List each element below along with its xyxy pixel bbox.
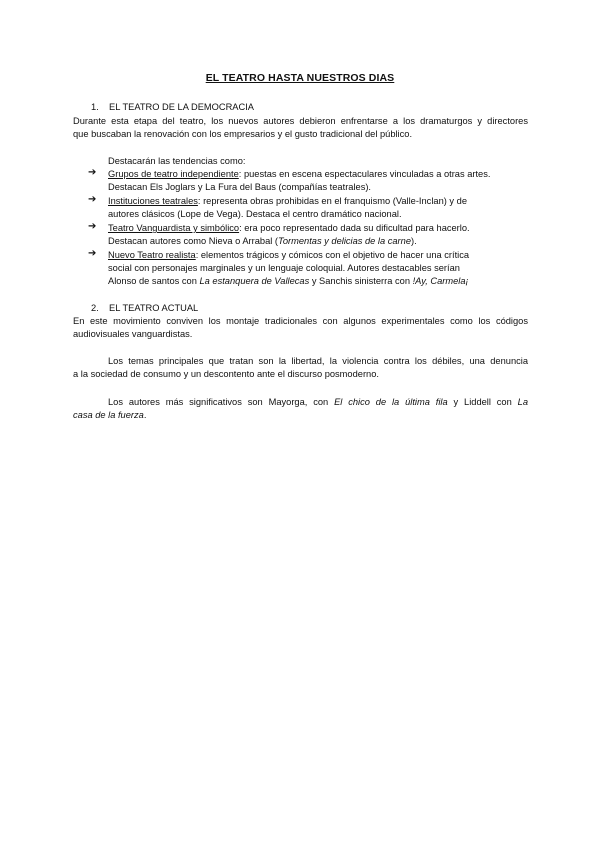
arrow-bullet-icon: ➔: [88, 248, 97, 259]
section-2-heading: [91, 302, 198, 314]
list-item-label: Instituciones teatrales: [108, 196, 198, 206]
section-2-title: EL TEATRO ACTUAL: [109, 303, 199, 313]
list-item-label: Grupos de teatro independiente: [108, 169, 239, 179]
section-2-p3-line-2: [73, 409, 146, 421]
work-title: Tormentas y delicias de la carne: [278, 236, 411, 246]
list-item-text: Destacan autores como Nieva o Arrabal (: [108, 236, 279, 246]
list-item-text: ).: [411, 236, 417, 246]
work-title: casa de la fuerza: [73, 410, 144, 420]
list-item-text: : elementos trágicos y cómicos con el objetivo de hacer una crítica: [195, 250, 470, 260]
paragraph-text: y Liddell con: [447, 397, 518, 407]
paragraph-text: Los autores más significativos son Mayorga, con: [108, 397, 335, 407]
list-item-text: : representa obras prohibidas en el franquismo (Valle-Inclan) y de: [197, 196, 467, 206]
section-1-title: EL TEATRO DE LA DEMOCRACIA: [109, 102, 254, 112]
list-item-line: Destacan Els Joglars y La Fura del Baus (compañías teatrales).: [108, 182, 372, 192]
list-item-text: : era poco representado dada su dificultad para hacerlo.: [239, 223, 470, 233]
section-2-p3-line-1: [108, 396, 528, 408]
arrow-bullet-icon: ➔: [88, 194, 97, 205]
work-title: !Ay, Carmela¡: [412, 276, 469, 286]
section-1-intro-line-1: Durante esta etapa del teatro, los nuevos autores debieron enfrentarse a los dramaturgos y directores: [73, 116, 528, 126]
paragraph-text: .: [143, 410, 147, 420]
list-item-label: Nuevo Teatro realista: [108, 250, 196, 260]
list-item-line: social con personajes marginales y un lenguaje coloquial. Autores destacables serían: [108, 263, 460, 273]
section-2-p2-line-1: Los temas principales que tratan son la libertad, la violencia contra los débiles, una denuncia: [108, 356, 528, 366]
list-item-line: [108, 235, 417, 247]
list-item-text: y Sanchis sinisterra con: [309, 276, 413, 286]
list-item-text: : puestas en escena espectaculares vinculadas a otras artes.: [238, 169, 491, 179]
list-item-line: [108, 195, 467, 207]
section-2-p1-line-1: En este movimiento conviven los montaje tradicionales con algunos experimentales como los códigos: [73, 316, 528, 326]
work-title: La estanquera de Vallecas: [199, 276, 310, 286]
list-item-line: [108, 222, 470, 234]
list-item-text: Alonso de santos con: [108, 276, 200, 286]
section-1-number: 1.: [91, 102, 99, 112]
section-1-intro-line-2: que buscaban la renovación con los empresarios y el gusto tradicional del público.: [73, 129, 413, 139]
section-2-p1-line-2: audiovisuales vanguardistas.: [73, 329, 193, 339]
list-item-label: Teatro Vanguardista y simbólico: [108, 223, 240, 233]
list-item-line: autores clásicos (Lope de Vega). Destaca el centro dramático nacional.: [108, 209, 402, 219]
work-title: La: [517, 397, 528, 407]
section-2-p2-line-2: a la sociedad de consumo y un descontento ante el discurso posmoderno.: [73, 369, 379, 379]
tendencias-intro: Destacarán las tendencias como:: [108, 156, 246, 166]
section-2-number: 2.: [91, 303, 99, 313]
section-1-heading: [91, 101, 254, 113]
arrow-bullet-icon: ➔: [88, 221, 97, 232]
arrow-bullet-icon: ➔: [88, 167, 97, 178]
list-item-line: [108, 249, 469, 261]
list-item-line: [108, 168, 490, 180]
work-title: El chico de la última fila: [334, 397, 448, 407]
document-title: EL TEATRO HASTA NUESTROS DIAS: [205, 72, 395, 84]
list-item-line: [108, 275, 469, 287]
